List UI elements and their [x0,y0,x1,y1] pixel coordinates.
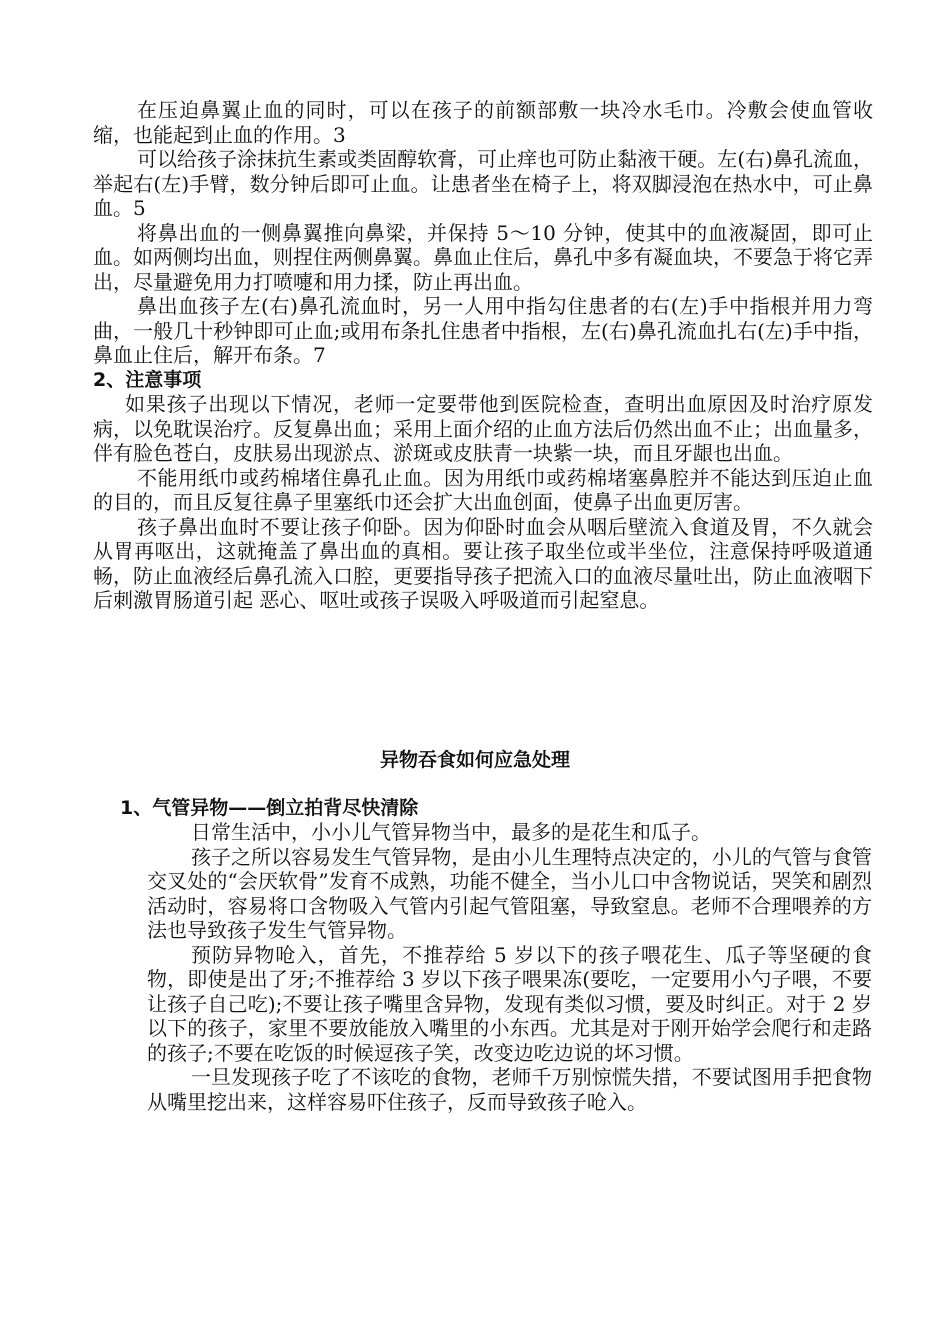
nosebleed-section [93,98,873,613]
section-heading: 2、注意事项 [93,368,202,391]
foreign-body-section [147,820,872,1114]
paragraph: 孩子之所以容易发生气管异物，是由小儿生理特点决定的，小儿的气管与食管交叉处的“会厌软骨”发育不成熟，功能不健全，当小儿口中含物说话，哭笑和剧烈活动时，容易将口含物吸入气管内引起气管阻塞，导致窒息。老师不合理喂养的方法也导致孩子发生气管异物。 [147,844,872,942]
paragraph: 不能用纸巾或药棉堵住鼻孔止血。因为用纸巾或药棉堵塞鼻腔并不能达到压迫止血的目的，而且反复往鼻子里塞纸巾还会扩大出血创面，使鼻子出血更厉害。 [93,465,873,514]
paragraph: 将鼻出血的一侧鼻翼推向鼻梁，并保持 5～10 分钟，使其中的血液凝固，即可止血。如两侧均出血，则捏住两侧鼻翼。鼻血止住后，鼻孔中多有凝血块，不要急于将它弄出，尽量避免用力打喷嚏和用力揉，防止再出血。 [93,220,873,294]
paragraph: 日常生活中，小小儿气管异物当中，最多的是花生和瓜子。 [191,820,711,844]
paragraph: 一旦发现孩子吃了不该吃的食物，老师千万别惊慌失措，不要试图用手把食物从嘴里挖出来，这样容易吓住孩子，反而导致孩子呛入。 [147,1065,872,1114]
paragraph: 鼻出血孩子左(右)鼻孔流血时，另一人用中指勾住患者的右(左)手中指根并用力弯曲，一般几十秒钟即可止血;或用布条扎住患者中指根，左(右)鼻孔流血扎右(左)手中指，鼻血止住后，解开布条。7 [93,294,873,367]
page-title: 异物吞食如何应急处理 [379,749,570,771]
paragraph: 如果孩子出现以下情况，老师一定要带他到医院检查，查明出血原因及时治疗原发病，以免耽误治疗。反复鼻出血；采用上面介绍的止血方法后仍然出血不止；出血量多，伴有脸色苍白，皮肤易出现淤点、淤斑或皮肤青一块紫一块，而且牙龈也出血。 [93,392,873,465]
paragraph: 预防异物呛入，首先，不推荐给 5 岁以下的孩子喂花生、瓜子等坚硬的食物，即使是出了牙;不推荐给 3 岁以下孩子喂果冻(要吃，一定要用小勺子喂，不要让孩子自己吃);不要让孩子嘴里含异物，发现有类似习惯，要及时纠正。对于 2 岁以下的孩子，家里不要放能放入嘴里的小东西。尤其是对于刚开始学会爬行和走路的孩子;不要在吃饭的时候逗孩子笑，改变边吃边说的坏习惯。 [147,942,872,1065]
paragraph: 可以给孩子涂抹抗生素或类固醇软膏，可止痒也可防止黏液干硬。左(右)鼻孔流血，举起右(左)手臂，数分钟后即可止血。让患者坐在椅子上，将双脚浸泡在热水中，可止鼻血。5 [93,147,873,220]
paragraph: 在压迫鼻翼止血的同时，可以在孩子的前额部敷一块冷水毛巾。冷敷会使血管收缩，也能起到止血的作用。3 [93,98,873,147]
paragraph: 孩子鼻出血时不要让孩子仰卧。因为仰卧时血会从咽后壁流入食道及胃，不久就会从胃再呕出，这就掩盖了鼻出血的真相。要让孩子取坐位或半坐位，注意保持呼吸道通畅，防止血液经后鼻孔流入口腔，更要指导孩子把流入口的血液尽量吐出，防止血液咽下后刺激胃肠道引起 恶心、呕吐或孩子误吸入呼吸道而引起窒息。 [93,514,873,612]
subsection-heading: 1、气管异物——倒立拍背尽快清除 [120,797,419,819]
